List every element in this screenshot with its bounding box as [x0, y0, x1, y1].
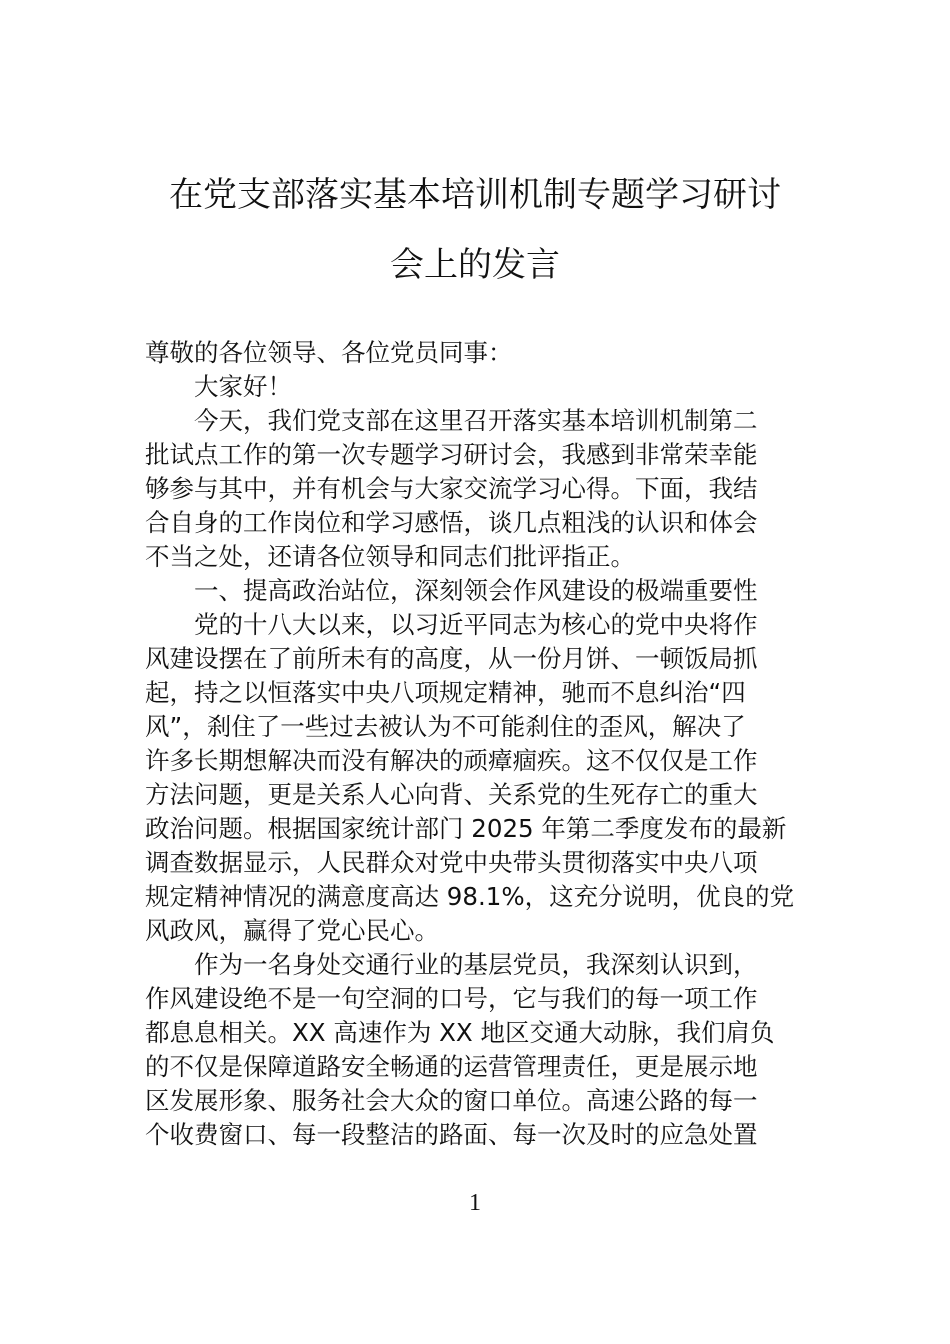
paragraph-line: 起，持之以恒落实中央八项规定精神，驰而不息纠治“四: [145, 678, 746, 707]
paragraph-2: [145, 948, 810, 1152]
paragraph-line: 个收费窗口、每一段整洁的路面、每一次及时的应急处置: [145, 1120, 758, 1149]
paragraph-line: 批试点工作的第一次专题学习研讨会，我感到非常荣幸能: [145, 440, 758, 469]
salutation: 尊敬的各位领导、各位党员同事：: [145, 338, 513, 367]
paragraph-line: 规定精神情况的满意度高达 98.1%，这充分说明，优良的党: [145, 882, 795, 911]
document-title-line-2: 会上的发言: [390, 245, 560, 285]
paragraph-line: 的不仅是保障道路安全畅通的运营管理责任，更是展示地: [145, 1052, 758, 1081]
paragraph-line: 不当之处，还请各位领导和同志们批评指正。: [145, 542, 635, 571]
paragraph-line: 方法问题，更是关系人心向背、关系党的生死存亡的重大: [145, 780, 758, 809]
paragraph-1: [145, 608, 810, 948]
document-body: [145, 336, 810, 1152]
paragraph-line: 今天，我们党支部在这里召开落实基本培训机制第二: [194, 406, 758, 435]
paragraph-intro: [145, 404, 810, 574]
paragraph-line: 都息息相关。XX 高速作为 XX 地区交通大动脉，我们肩负: [145, 1018, 775, 1047]
paragraph-line: 作风建设绝不是一句空洞的口号，它与我们的每一项工作: [145, 984, 758, 1013]
page-number: 1: [469, 1190, 481, 1216]
paragraph-line: 合自身的工作岗位和学习感悟，谈几点粗浅的认识和体会: [145, 508, 758, 537]
paragraph-line: 风政风，赢得了党心民心。: [145, 916, 439, 945]
paragraph-line: 够参与其中，并有机会与大家交流学习心得。下面，我结: [145, 474, 758, 503]
paragraph-line: 党的十八大以来，以习近平同志为核心的党中央将作: [194, 610, 758, 639]
paragraph-line: 政治问题。根据国家统计部门 2025 年第二季度发布的最新: [145, 814, 787, 843]
greeting: 大家好！: [194, 372, 292, 401]
paragraph-line: 区发展形象、服务社会大众的窗口单位。高速公路的每一: [145, 1086, 758, 1115]
paragraph-line: 作为一名身处交通行业的基层党员，我深刻认识到，: [194, 950, 758, 979]
paragraph-line: 许多长期想解决而没有解决的顽瘴痼疾。这不仅仅是工作: [145, 746, 758, 775]
section-heading-1: [145, 574, 810, 608]
paragraph-line: 风”，刹住了一些过去被认为不可能刹住的歪风，解决了: [145, 712, 746, 741]
section-heading: 一、提高政治站位，深刻领会作风建设的极端重要性: [194, 576, 758, 605]
paragraph-line: 风建设摆在了前所未有的高度，从一份月饼、一顿饭局抓: [145, 644, 758, 673]
paragraph-line: 调查数据显示，人民群众对党中央带头贯彻落实中央八项: [145, 848, 758, 877]
document-title-line-1: 在党支部落实基本培训机制专题学习研讨: [169, 175, 781, 215]
